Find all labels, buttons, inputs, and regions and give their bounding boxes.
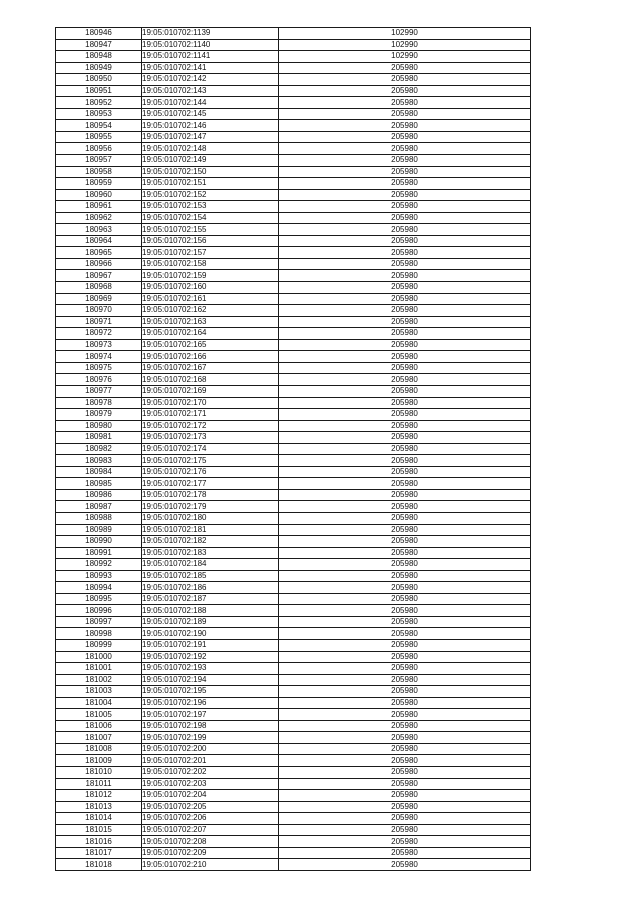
cadastral-number-cell: 19:05:010702:153 (142, 201, 279, 213)
row-number-cell: 180968 (56, 282, 142, 294)
cadastral-value-cell: 205980 (279, 108, 531, 120)
row-number-cell: 180965 (56, 247, 142, 259)
cadastral-value-cell: 205980 (279, 466, 531, 478)
table-row (56, 247, 531, 259)
table-row (56, 524, 531, 536)
cadastral-value-cell: 205980 (279, 62, 531, 74)
row-number-cell: 180950 (56, 74, 142, 86)
cadastral-number-cell: 19:05:010702:174 (142, 443, 279, 455)
cadastral-number-cell: 19:05:010702:177 (142, 478, 279, 490)
cadastral-value-cell: 205980 (279, 351, 531, 363)
table-row (56, 362, 531, 374)
cadastral-number-cell: 19:05:010702:154 (142, 212, 279, 224)
cadastral-value-cell: 102990 (279, 39, 531, 51)
table-row (56, 466, 531, 478)
row-number-cell: 181002 (56, 674, 142, 686)
cadastral-value-cell: 205980 (279, 143, 531, 155)
row-number-cell: 181017 (56, 847, 142, 859)
table-row (56, 778, 531, 790)
table-row (56, 443, 531, 455)
row-number-cell: 180993 (56, 570, 142, 582)
cadastral-value-cell: 205980 (279, 501, 531, 513)
cadastral-number-cell: 19:05:010702:200 (142, 743, 279, 755)
table-row (56, 409, 531, 421)
cadastral-value-cell: 205980 (279, 605, 531, 617)
cadastral-number-cell: 19:05:010702:157 (142, 247, 279, 259)
cadastral-number-cell: 19:05:010702:210 (142, 859, 279, 871)
row-number-cell: 181007 (56, 732, 142, 744)
table-row (56, 605, 531, 617)
row-number-cell: 180982 (56, 443, 142, 455)
cadastral-value-cell: 205980 (279, 385, 531, 397)
row-number-cell: 180960 (56, 189, 142, 201)
row-number-cell: 180986 (56, 489, 142, 501)
table-row (56, 547, 531, 559)
table-row (56, 512, 531, 524)
table-row (56, 628, 531, 640)
cadastral-value-cell: 205980 (279, 790, 531, 802)
table-row (56, 732, 531, 744)
table-row (56, 813, 531, 825)
row-number-cell: 180988 (56, 512, 142, 524)
cadastral-value-cell: 205980 (279, 743, 531, 755)
row-number-cell: 180987 (56, 501, 142, 513)
cadastral-number-cell: 19:05:010702:141 (142, 62, 279, 74)
cadastral-number-cell: 19:05:010702:194 (142, 674, 279, 686)
cadastral-value-cell: 205980 (279, 201, 531, 213)
cadastral-value-cell: 205980 (279, 455, 531, 467)
table-row (56, 316, 531, 328)
table-row (56, 859, 531, 871)
table-row (56, 663, 531, 675)
row-number-cell: 180954 (56, 120, 142, 132)
cadastral-number-cell: 19:05:010702:159 (142, 270, 279, 282)
cadastral-value-cell: 102990 (279, 28, 531, 40)
table-row (56, 455, 531, 467)
row-number-cell: 180996 (56, 605, 142, 617)
table-row (56, 432, 531, 444)
row-number-cell: 180964 (56, 235, 142, 247)
cadastral-number-cell: 19:05:010702:175 (142, 455, 279, 467)
row-number-cell: 180969 (56, 293, 142, 305)
table-row (56, 339, 531, 351)
row-number-cell: 180999 (56, 639, 142, 651)
cadastral-value-cell: 205980 (279, 512, 531, 524)
table-row (56, 651, 531, 663)
cadastral-value-cell: 205980 (279, 582, 531, 594)
cadastral-value-cell: 205980 (279, 847, 531, 859)
cadastral-number-cell: 19:05:010702:193 (142, 663, 279, 675)
table-row (56, 847, 531, 859)
row-number-cell: 180998 (56, 628, 142, 640)
cadastral-number-cell: 19:05:010702:142 (142, 74, 279, 86)
table-row (56, 755, 531, 767)
cadastral-value-cell: 205980 (279, 663, 531, 675)
cadastral-value-cell: 205980 (279, 97, 531, 109)
cadastral-value-table (55, 27, 531, 871)
cadastral-value-cell: 205980 (279, 74, 531, 86)
cadastral-number-cell: 19:05:010702:163 (142, 316, 279, 328)
table-row (56, 790, 531, 802)
cadastral-number-cell: 19:05:010702:197 (142, 709, 279, 721)
cadastral-value-cell: 205980 (279, 235, 531, 247)
cadastral-value-cell: 205980 (279, 85, 531, 97)
cadastral-number-cell: 19:05:010702:187 (142, 593, 279, 605)
cadastral-number-cell: 19:05:010702:152 (142, 189, 279, 201)
table-row (56, 258, 531, 270)
cadastral-number-cell: 19:05:010702:176 (142, 466, 279, 478)
cadastral-number-cell: 19:05:010702:205 (142, 801, 279, 813)
cadastral-value-cell: 205980 (279, 813, 531, 825)
table-row (56, 51, 531, 63)
row-number-cell: 180989 (56, 524, 142, 536)
cadastral-value-cell: 205980 (279, 282, 531, 294)
cadastral-value-cell: 205980 (279, 397, 531, 409)
row-number-cell: 180991 (56, 547, 142, 559)
cadastral-number-cell: 19:05:010702:158 (142, 258, 279, 270)
cadastral-value-cell: 205980 (279, 559, 531, 571)
row-number-cell: 180948 (56, 51, 142, 63)
cadastral-number-cell: 19:05:010702:167 (142, 362, 279, 374)
cadastral-number-cell: 19:05:010702:147 (142, 131, 279, 143)
cadastral-value-cell: 205980 (279, 801, 531, 813)
cadastral-number-cell: 19:05:010702:171 (142, 409, 279, 421)
row-number-cell: 181009 (56, 755, 142, 767)
table-row (56, 478, 531, 490)
cadastral-number-cell: 19:05:010702:148 (142, 143, 279, 155)
cadastral-value-cell: 205980 (279, 570, 531, 582)
cadastral-value-cell: 205980 (279, 755, 531, 767)
row-number-cell: 180972 (56, 328, 142, 340)
table-row (56, 235, 531, 247)
row-number-cell: 180995 (56, 593, 142, 605)
row-number-cell: 180951 (56, 85, 142, 97)
table-row (56, 143, 531, 155)
table-row (56, 616, 531, 628)
row-number-cell: 180974 (56, 351, 142, 363)
cadastral-value-cell: 205980 (279, 628, 531, 640)
table-row (56, 720, 531, 732)
row-number-cell: 180947 (56, 39, 142, 51)
cadastral-number-cell: 19:05:010702:192 (142, 651, 279, 663)
row-number-cell: 180971 (56, 316, 142, 328)
cadastral-value-cell: 205980 (279, 212, 531, 224)
row-number-cell: 181004 (56, 697, 142, 709)
cadastral-value-cell: 205980 (279, 120, 531, 132)
row-number-cell: 180992 (56, 559, 142, 571)
row-number-cell: 180994 (56, 582, 142, 594)
table-row (56, 639, 531, 651)
row-number-cell: 180990 (56, 536, 142, 548)
table-row (56, 501, 531, 513)
row-number-cell: 180953 (56, 108, 142, 120)
table-row (56, 224, 531, 236)
row-number-cell: 180983 (56, 455, 142, 467)
table-row (56, 74, 531, 86)
table-row (56, 178, 531, 190)
cadastral-number-cell: 19:05:010702:164 (142, 328, 279, 340)
table-row (56, 593, 531, 605)
cadastral-value-cell: 205980 (279, 686, 531, 698)
cadastral-value-cell: 205980 (279, 547, 531, 559)
cadastral-value-cell: 205980 (279, 674, 531, 686)
cadastral-number-cell: 19:05:010702:195 (142, 686, 279, 698)
cadastral-number-cell: 19:05:010702:183 (142, 547, 279, 559)
cadastral-number-cell: 19:05:010702:196 (142, 697, 279, 709)
cadastral-number-cell: 19:05:010702:181 (142, 524, 279, 536)
cadastral-number-cell: 19:05:010702:186 (142, 582, 279, 594)
row-number-cell: 180962 (56, 212, 142, 224)
row-number-cell: 181016 (56, 836, 142, 848)
cadastral-value-cell: 205980 (279, 697, 531, 709)
cadastral-number-cell: 19:05:010702:188 (142, 605, 279, 617)
cadastral-number-cell: 19:05:010702:185 (142, 570, 279, 582)
cadastral-number-cell: 19:05:010702:190 (142, 628, 279, 640)
cadastral-number-cell: 19:05:010702:161 (142, 293, 279, 305)
cadastral-number-cell: 19:05:010702:169 (142, 385, 279, 397)
cadastral-value-cell: 205980 (279, 293, 531, 305)
cadastral-number-cell: 19:05:010702:168 (142, 374, 279, 386)
row-number-cell: 180955 (56, 131, 142, 143)
cadastral-number-cell: 19:05:010702:146 (142, 120, 279, 132)
row-number-cell: 181003 (56, 686, 142, 698)
row-number-cell: 180981 (56, 432, 142, 444)
cadastral-number-cell: 19:05:010702:162 (142, 305, 279, 317)
cadastral-number-cell: 19:05:010702:182 (142, 536, 279, 548)
row-number-cell: 180966 (56, 258, 142, 270)
cadastral-value-cell: 205980 (279, 374, 531, 386)
cadastral-value-cell: 205980 (279, 478, 531, 490)
cadastral-number-cell: 19:05:010702:173 (142, 432, 279, 444)
row-number-cell: 180976 (56, 374, 142, 386)
cadastral-value-cell: 205980 (279, 824, 531, 836)
cadastral-number-cell: 19:05:010702:208 (142, 836, 279, 848)
cadastral-value-cell: 102990 (279, 51, 531, 63)
table-row (56, 201, 531, 213)
cadastral-number-cell: 19:05:010702:191 (142, 639, 279, 651)
row-number-cell: 181015 (56, 824, 142, 836)
row-number-cell: 180957 (56, 155, 142, 167)
cadastral-number-cell: 19:05:010702:201 (142, 755, 279, 767)
row-number-cell: 180973 (56, 339, 142, 351)
row-number-cell: 180979 (56, 409, 142, 421)
cadastral-value-cell: 205980 (279, 443, 531, 455)
row-number-cell: 180977 (56, 385, 142, 397)
cadastral-number-cell: 19:05:010702:172 (142, 420, 279, 432)
cadastral-value-cell: 205980 (279, 155, 531, 167)
cadastral-number-cell: 19:05:010702:143 (142, 85, 279, 97)
table-row (56, 570, 531, 582)
row-number-cell: 180975 (56, 362, 142, 374)
table-row (56, 328, 531, 340)
cadastral-value-cell: 205980 (279, 224, 531, 236)
cadastral-number-cell: 19:05:010702:180 (142, 512, 279, 524)
table-row (56, 582, 531, 594)
cadastral-value-cell: 205980 (279, 651, 531, 663)
cadastral-value-cell: 205980 (279, 362, 531, 374)
table-row (56, 62, 531, 74)
cadastral-number-cell: 19:05:010702:207 (142, 824, 279, 836)
table-row (56, 120, 531, 132)
table-row (56, 420, 531, 432)
cadastral-value-cell: 205980 (279, 593, 531, 605)
table-row (56, 166, 531, 178)
cadastral-number-cell: 19:05:010702:203 (142, 778, 279, 790)
cadastral-value-cell: 205980 (279, 247, 531, 259)
row-number-cell: 181008 (56, 743, 142, 755)
cadastral-number-cell: 19:05:010702:179 (142, 501, 279, 513)
table-row (56, 836, 531, 848)
cadastral-value-cell: 205980 (279, 189, 531, 201)
row-number-cell: 180985 (56, 478, 142, 490)
table-row (56, 131, 531, 143)
cadastral-value-cell: 205980 (279, 432, 531, 444)
table-row (56, 824, 531, 836)
row-number-cell: 180949 (56, 62, 142, 74)
cadastral-value-cell: 205980 (279, 489, 531, 501)
row-number-cell: 180963 (56, 224, 142, 236)
cadastral-number-cell: 19:05:010702:170 (142, 397, 279, 409)
table-row (56, 282, 531, 294)
cadastral-value-cell: 205980 (279, 639, 531, 651)
table-row (56, 293, 531, 305)
cadastral-value-cell: 205980 (279, 131, 531, 143)
row-number-cell: 180958 (56, 166, 142, 178)
table-row (56, 767, 531, 779)
cadastral-number-cell: 19:05:010702:156 (142, 235, 279, 247)
cadastral-number-cell: 19:05:010702:189 (142, 616, 279, 628)
row-number-cell: 180980 (56, 420, 142, 432)
cadastral-number-cell: 19:05:010702:1140 (142, 39, 279, 51)
table-row (56, 108, 531, 120)
cadastral-value-cell: 205980 (279, 536, 531, 548)
table-row (56, 801, 531, 813)
row-number-cell: 180970 (56, 305, 142, 317)
table-row (56, 489, 531, 501)
cadastral-value-cell: 205980 (279, 258, 531, 270)
cadastral-number-cell: 19:05:010702:198 (142, 720, 279, 732)
row-number-cell: 180959 (56, 178, 142, 190)
row-number-cell: 181011 (56, 778, 142, 790)
cadastral-value-cell: 205980 (279, 616, 531, 628)
cadastral-value-cell: 205980 (279, 720, 531, 732)
table-row (56, 212, 531, 224)
cadastral-value-cell: 205980 (279, 166, 531, 178)
table-row (56, 85, 531, 97)
cadastral-number-cell: 19:05:010702:165 (142, 339, 279, 351)
cadastral-value-cell: 205980 (279, 778, 531, 790)
table-row (56, 351, 531, 363)
table-row (56, 305, 531, 317)
cadastral-value-cell: 205980 (279, 409, 531, 421)
cadastral-value-cell: 205980 (279, 270, 531, 282)
cadastral-number-cell: 19:05:010702:199 (142, 732, 279, 744)
row-number-cell: 180967 (56, 270, 142, 282)
table-row (56, 709, 531, 721)
row-number-cell: 180997 (56, 616, 142, 628)
row-number-cell: 181014 (56, 813, 142, 825)
cadastral-number-cell: 19:05:010702:145 (142, 108, 279, 120)
cadastral-number-cell: 19:05:010702:178 (142, 489, 279, 501)
table-row (56, 397, 531, 409)
row-number-cell: 180961 (56, 201, 142, 213)
table-row (56, 97, 531, 109)
cadastral-number-cell: 19:05:010702:160 (142, 282, 279, 294)
row-number-cell: 180956 (56, 143, 142, 155)
row-number-cell: 181010 (56, 767, 142, 779)
table-row (56, 28, 531, 40)
row-number-cell: 180978 (56, 397, 142, 409)
cadastral-value-cell: 205980 (279, 524, 531, 536)
row-number-cell: 181006 (56, 720, 142, 732)
cadastral-value-cell: 205980 (279, 767, 531, 779)
cadastral-number-cell: 19:05:010702:144 (142, 97, 279, 109)
cadastral-number-cell: 19:05:010702:184 (142, 559, 279, 571)
cadastral-value-cell: 205980 (279, 305, 531, 317)
cadastral-value-cell: 205980 (279, 420, 531, 432)
cadastral-number-cell: 19:05:010702:149 (142, 155, 279, 167)
cadastral-number-cell: 19:05:010702:209 (142, 847, 279, 859)
row-number-cell: 181013 (56, 801, 142, 813)
row-number-cell: 181001 (56, 663, 142, 675)
cadastral-value-cell: 205980 (279, 836, 531, 848)
table-row (56, 559, 531, 571)
table-row (56, 385, 531, 397)
cadastral-number-cell: 19:05:010702:151 (142, 178, 279, 190)
table-row (56, 536, 531, 548)
table-row (56, 374, 531, 386)
table-row (56, 697, 531, 709)
row-number-cell: 180952 (56, 97, 142, 109)
table-row (56, 270, 531, 282)
table-row (56, 743, 531, 755)
table-body (56, 28, 531, 871)
row-number-cell: 181012 (56, 790, 142, 802)
table-row (56, 674, 531, 686)
cadastral-value-cell: 205980 (279, 178, 531, 190)
cadastral-number-cell: 19:05:010702:202 (142, 767, 279, 779)
table-row (56, 686, 531, 698)
row-number-cell: 181018 (56, 859, 142, 871)
cadastral-number-cell: 19:05:010702:204 (142, 790, 279, 802)
cadastral-number-cell: 19:05:010702:166 (142, 351, 279, 363)
cadastral-value-cell: 205980 (279, 316, 531, 328)
row-number-cell: 180984 (56, 466, 142, 478)
cadastral-value-cell: 205980 (279, 339, 531, 351)
cadastral-value-cell: 205980 (279, 328, 531, 340)
row-number-cell: 181005 (56, 709, 142, 721)
cadastral-value-cell: 205980 (279, 859, 531, 871)
cadastral-value-cell: 205980 (279, 732, 531, 744)
cadastral-number-cell: 19:05:010702:150 (142, 166, 279, 178)
table-row (56, 155, 531, 167)
cadastral-number-cell: 19:05:010702:206 (142, 813, 279, 825)
table-row (56, 39, 531, 51)
row-number-cell: 180946 (56, 28, 142, 40)
table-row (56, 189, 531, 201)
cadastral-number-cell: 19:05:010702:1141 (142, 51, 279, 63)
cadastral-number-cell: 19:05:010702:1139 (142, 28, 279, 40)
cadastral-number-cell: 19:05:010702:155 (142, 224, 279, 236)
row-number-cell: 181000 (56, 651, 142, 663)
cadastral-value-cell: 205980 (279, 709, 531, 721)
